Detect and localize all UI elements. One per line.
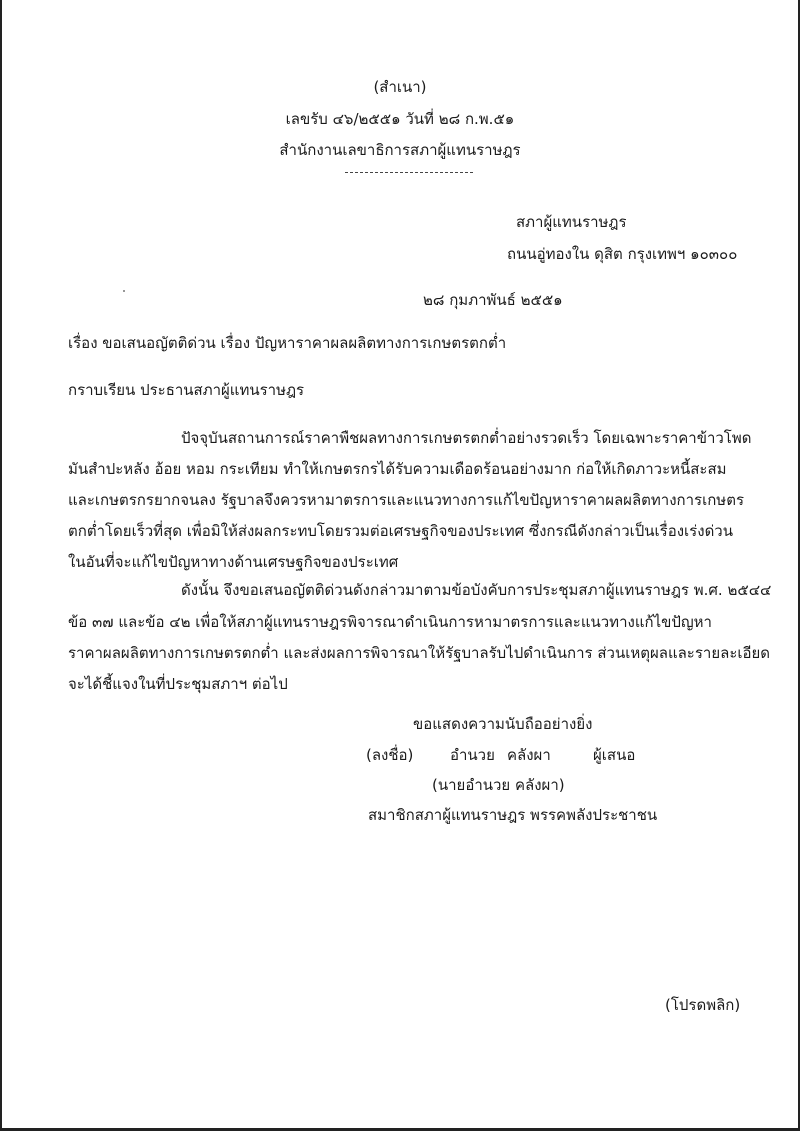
- signer-position: สมาชิกสภาผู้แทนราษฎร พรรคพลังประชาชน: [368, 806, 658, 824]
- office-name: สำนักงานเลขาธิการสภาผู้แทนราษฎร: [279, 141, 521, 159]
- body-line: ราคาผลผลิตทางการเกษตรตกต่ำ และส่งผลการพิจารณาให้รัฐบาลรับไปดำเนินการ ส่วนเหตุผลและรายละเอียด: [68, 644, 771, 662]
- printed-name: (นายอำนวย คลังผา): [432, 776, 565, 794]
- salutation: กราบเรียน ประธานสภาผู้แทนราษฎร: [68, 381, 305, 399]
- body-line: มันสำปะหลัง อ้อย หอม กระเทียม ทำให้เกษตรกรได้รับความเดือดร้อนอย่างมาก ก่อให้เกิดภาวะหนี้สะสม: [68, 460, 727, 478]
- signer-last-name: คลังผา: [507, 746, 551, 764]
- signer-role: ผู้เสนอ: [593, 746, 636, 764]
- signer-first-name: อำนวย: [450, 746, 495, 764]
- body-line: ในอันที่จะแก้ไขปัญหาทางด้านเศรษฐกิจของประเทศ: [68, 553, 399, 571]
- receipt-number: เลขรับ ๔๖/๒๕๕๑ วันที่ ๒๘ ก.พ.๕๑: [285, 110, 515, 128]
- body-line: ข้อ ๓๗ และข้อ ๔๒ เพื่อให้สภาผู้แทนราษฎรพิจารณาดำเนินการหามาตรการและแนวทางแก้ไขปัญหา: [68, 613, 712, 631]
- turn-over-note: (โปรดพลิก): [665, 996, 741, 1014]
- body-line: ปัจจุบันสถานการณ์ราคาพืชผลทางการเกษตรตกต่ำอย่างรวดเร็ว โดยเฉพาะราคาข้าวโพด: [181, 429, 752, 447]
- body-line: ดังนั้น จึงขอเสนอญัตติด่วนดังกล่าวมาตามข้อบังคับการประชุมสภาผู้แทนราษฎร พ.ศ. ๒๕๔๔: [181, 581, 772, 599]
- body-line: จะได้ชี้แจงในที่ประชุมสภาฯ ต่อไป: [68, 675, 288, 693]
- header-divider: [345, 172, 473, 173]
- body-line: ตกต่ำโดยเร็วที่สุด เพื่อมิให้ส่งผลกระทบโดยรวมต่อเศรษฐกิจของประเทศ ซึ่งกรณีดังกล่าวเป็นเรื่องเร่งด่วน: [68, 522, 733, 540]
- scan-edge-left: [0, 0, 2, 1131]
- sign-label: (ลงชื่อ): [366, 746, 414, 764]
- scan-speck: [123, 290, 125, 292]
- closing-regards: ขอแสดงความนับถืออย่างยิ่ง: [413, 715, 593, 733]
- letter-date: ๒๘ กุมภาพันธ์ ๒๕๕๑: [423, 291, 563, 309]
- address-line-2: ถนนอู่ทองใน ดุสิต กรุงเทพฯ ๑๐๓๐๐: [507, 245, 738, 263]
- copy-label: (สำเนา): [373, 78, 427, 96]
- address-line-1: สภาผู้แทนราษฎร: [516, 213, 627, 231]
- subject-line: เรื่อง ขอเสนอญัตติด่วน เรื่อง ปัญหาราคาผลผลิตทางการเกษตรตกต่ำ: [68, 334, 507, 352]
- body-line: และเกษตรกรยากจนลง รัฐบาลจึงควรหามาตรการและแนวทางการแก้ไขปัญหาราคาผลผลิตทางการเกษตร: [68, 491, 744, 509]
